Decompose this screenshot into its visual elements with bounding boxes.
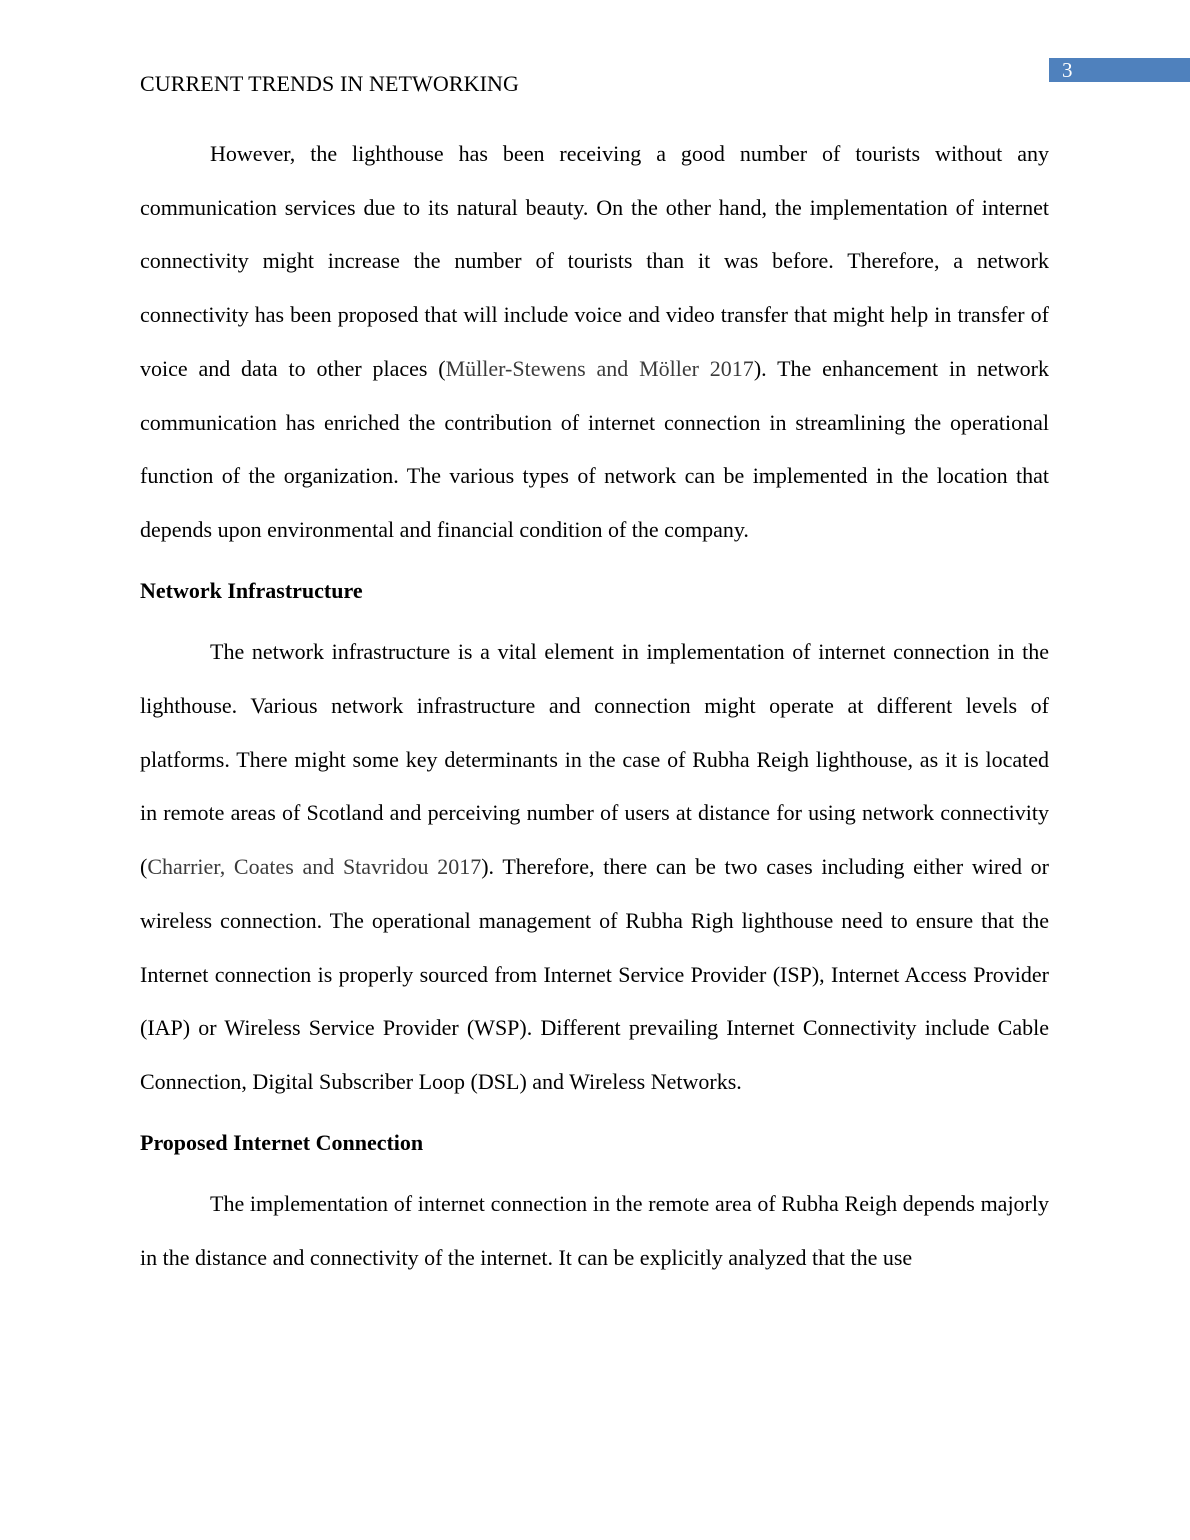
document-body bbox=[140, 127, 1049, 1285]
running-head: CURRENT TRENDS IN NETWORKING bbox=[140, 71, 520, 96]
heading-proposed-internet-connection: Proposed Internet Connection bbox=[140, 1129, 424, 1155]
paragraph-intro bbox=[140, 127, 1049, 557]
paragraph-network-infrastructure bbox=[140, 625, 1049, 1108]
page-number: 3 bbox=[1062, 58, 1073, 82]
citation-charrier: Charrier, Coates and Stavridou 2017 bbox=[147, 854, 482, 880]
paragraph-text: ). Therefore, there can be two cases including either wired or wireless connection. The operational management of Rubha Righ lighthouse need to ensure that the Internet connection is properly sourced from Internet Service Provider (ISP), Internet Access Provider (IAP) or Wireless Service Provider (WSP). Different prevailing Internet Connectivity include Cable Connection, Digital Subscriber Loop (DSL) and Wireless Networks. bbox=[140, 854, 1050, 1094]
page-number-box bbox=[1049, 58, 1190, 82]
paragraph-text: However, the lighthouse has been receiving a good number of tourists without any communication services due to its natural beauty. On the other hand, the implementation of internet connectivity might increase the number of tourists than it was before. Therefore, a network connectivity has been proposed that will include voice and video transfer that might help in transfer of voice and data to other places ( bbox=[140, 141, 1049, 381]
paragraph-text: ). The enhancement in network communication has enriched the contribution of internet connection in streamlining the operational function of the organization. The various types of network can be implemented in the location that depends upon environmental and financial condition of the company. bbox=[140, 355, 1049, 542]
heading-network-infrastructure: Network Infrastructure bbox=[140, 577, 363, 603]
paragraph-text: The network infrastructure is a vital element in implementation of internet connection in the lighthouse. Various network infrastructure and connection might operate at different levels of platforms. There might some key determinants in the case of Rubha Reigh lighthouse, as it is located in remote areas of Scotland and perceiving number of users at distance for using network connectivity ( bbox=[140, 639, 1049, 880]
citation-muller-stewens: Müller-Stewens and Möller 2017 bbox=[445, 355, 754, 381]
paragraph-proposed-connection: The implementation of internet connection in the remote area of Rubha Reigh depends majorly in the distance and connectivity of the internet. It can be explicitly analyzed that the use bbox=[140, 1191, 1049, 1271]
